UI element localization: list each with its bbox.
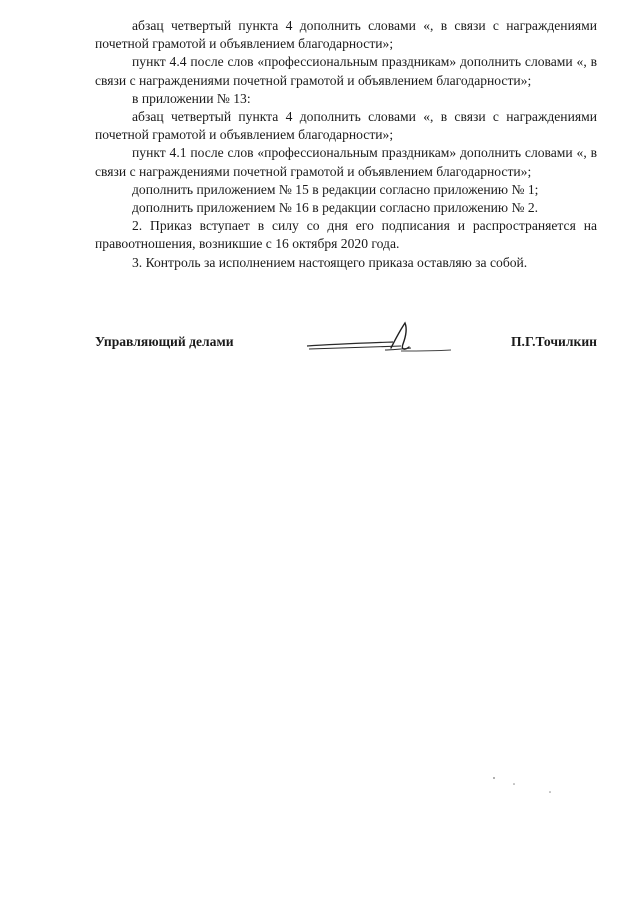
paragraph-4: абзац четвертый пункта 4 дополнить словами «, в связи с награждениями почетной грамотой и объявлением благодарности»; bbox=[95, 109, 597, 143]
paragraph-5: пункт 4.1 после слов «профессиональным праздникам» дополнить словами «, в связи с награждениями почетной грамотой и объявлением благодарности»; bbox=[95, 145, 597, 179]
handwritten-signature bbox=[305, 320, 455, 360]
signer-position: Управляющий делами bbox=[95, 334, 234, 349]
signature-block bbox=[95, 330, 597, 362]
paragraph-2: пункт 4.4 после слов «профессиональным праздникам» дополнить словами «, в связи с награждениями почетной грамотой и объявлением благодарности»; bbox=[95, 54, 597, 88]
paragraph-7: дополнить приложением № 16 в редакции согласно приложению № 2. bbox=[132, 200, 539, 216]
signer-name: П.Г.Точилкин bbox=[510, 334, 597, 349]
paragraph-1: абзац четвертый пункта 4 дополнить словами «, в связи с награждениями почетной грамотой и объявлением благодарности»; bbox=[95, 18, 597, 52]
paragraph-6: дополнить приложением № 15 в редакции согласно приложению № 1; bbox=[132, 181, 539, 197]
paragraph-3: в приложении № 13: bbox=[132, 90, 251, 106]
scan-specks bbox=[480, 770, 560, 800]
document-body bbox=[95, 17, 597, 272]
paragraph-9: 3. Контроль за исполнением настоящего приказа оставляю за собой. bbox=[132, 254, 528, 270]
paragraph-8: 2. Приказ вступает в силу со дня его подписания и распространяется на правоотношения, возникшие с 16 октября 2020 года. bbox=[95, 218, 597, 252]
